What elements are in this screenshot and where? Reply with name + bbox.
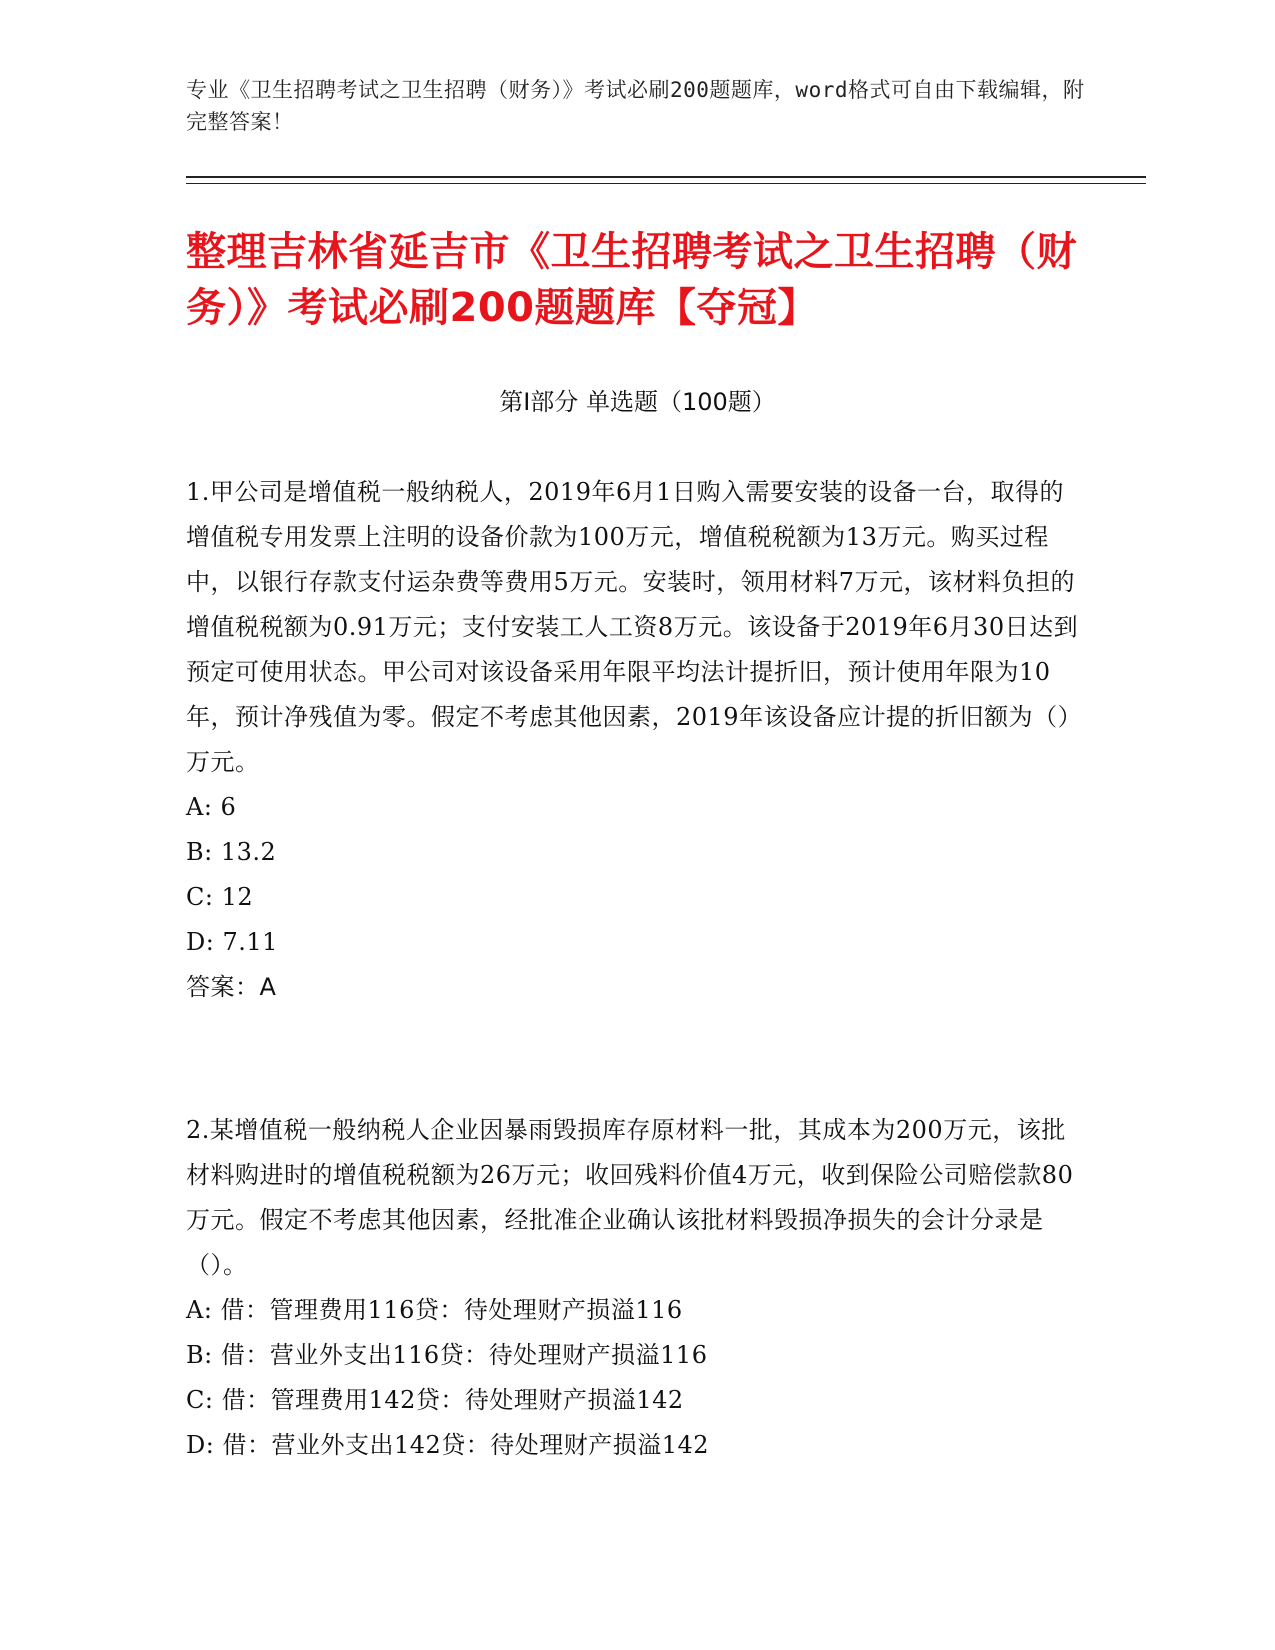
answer: 答案：A bbox=[186, 973, 277, 1001]
question-stem: 1.甲公司是增值税一般纳税人，2019年6月1日购入需要安装的设备一台，取得的增值税专用发票上注明的设备价款为100万元，增值税税额为13万元。购买过程中，以银行存款支付运杂费等费用5万元。安装时，领用材料7万元，该材料负担的增值税税额为0.91万元；支付安装工人工资8万元。该设备于2019年6月30日达到预定可使用状态。甲公司对该设备采用年限平均法计提折旧，预计使用年限为10年，预计净残值为零。假定不考虑其他因素，2019年该设备应计提的折旧额为（）万元。 bbox=[186, 478, 1083, 776]
header-note: 专业《卫生招聘考试之卫生招聘（财务）》考试必刷200题题库，word格式可自由下载编辑，附完整答案！ bbox=[186, 78, 1085, 134]
option-b: B: 借：营业外支出116贷：待处理财产损溢116 bbox=[186, 1341, 708, 1369]
option-a: A: 借：管理费用116贷：待处理财产损溢116 bbox=[186, 1296, 683, 1324]
section-title: 第I部分 单选题（100题） bbox=[499, 388, 776, 416]
question-stem: 2.某增值税一般纳税人企业因暴雨毁损库存原材料一批，其成本为200万元，该批材料购进时的增值税税额为26万元；收回残料价值4万元，收到保险公司赔偿款80万元。假定不考虑其他因素，经批准企业确认该批材料毁损净损失的会计分录是（）。 bbox=[186, 1116, 1074, 1279]
document-title: 整理吉林省延吉市《卫生招聘考试之卫生招聘（财务）》考试必刷200题题库【夺冠】 bbox=[186, 229, 1077, 331]
option-a: A: 6 bbox=[186, 793, 237, 821]
header-rule-thick bbox=[186, 176, 1146, 178]
option-d: D: 7.11 bbox=[186, 928, 278, 956]
question-2 bbox=[186, 1108, 1086, 1468]
option-c: C: 借：管理费用142贷：待处理财产损溢142 bbox=[186, 1386, 684, 1414]
option-c: C: 12 bbox=[186, 883, 254, 911]
header-rule-thin bbox=[186, 183, 1146, 184]
question-1 bbox=[186, 470, 1086, 1010]
option-b: B: 13.2 bbox=[186, 838, 277, 866]
option-d: D: 借：营业外支出142贷：待处理财产损溢142 bbox=[186, 1431, 710, 1459]
